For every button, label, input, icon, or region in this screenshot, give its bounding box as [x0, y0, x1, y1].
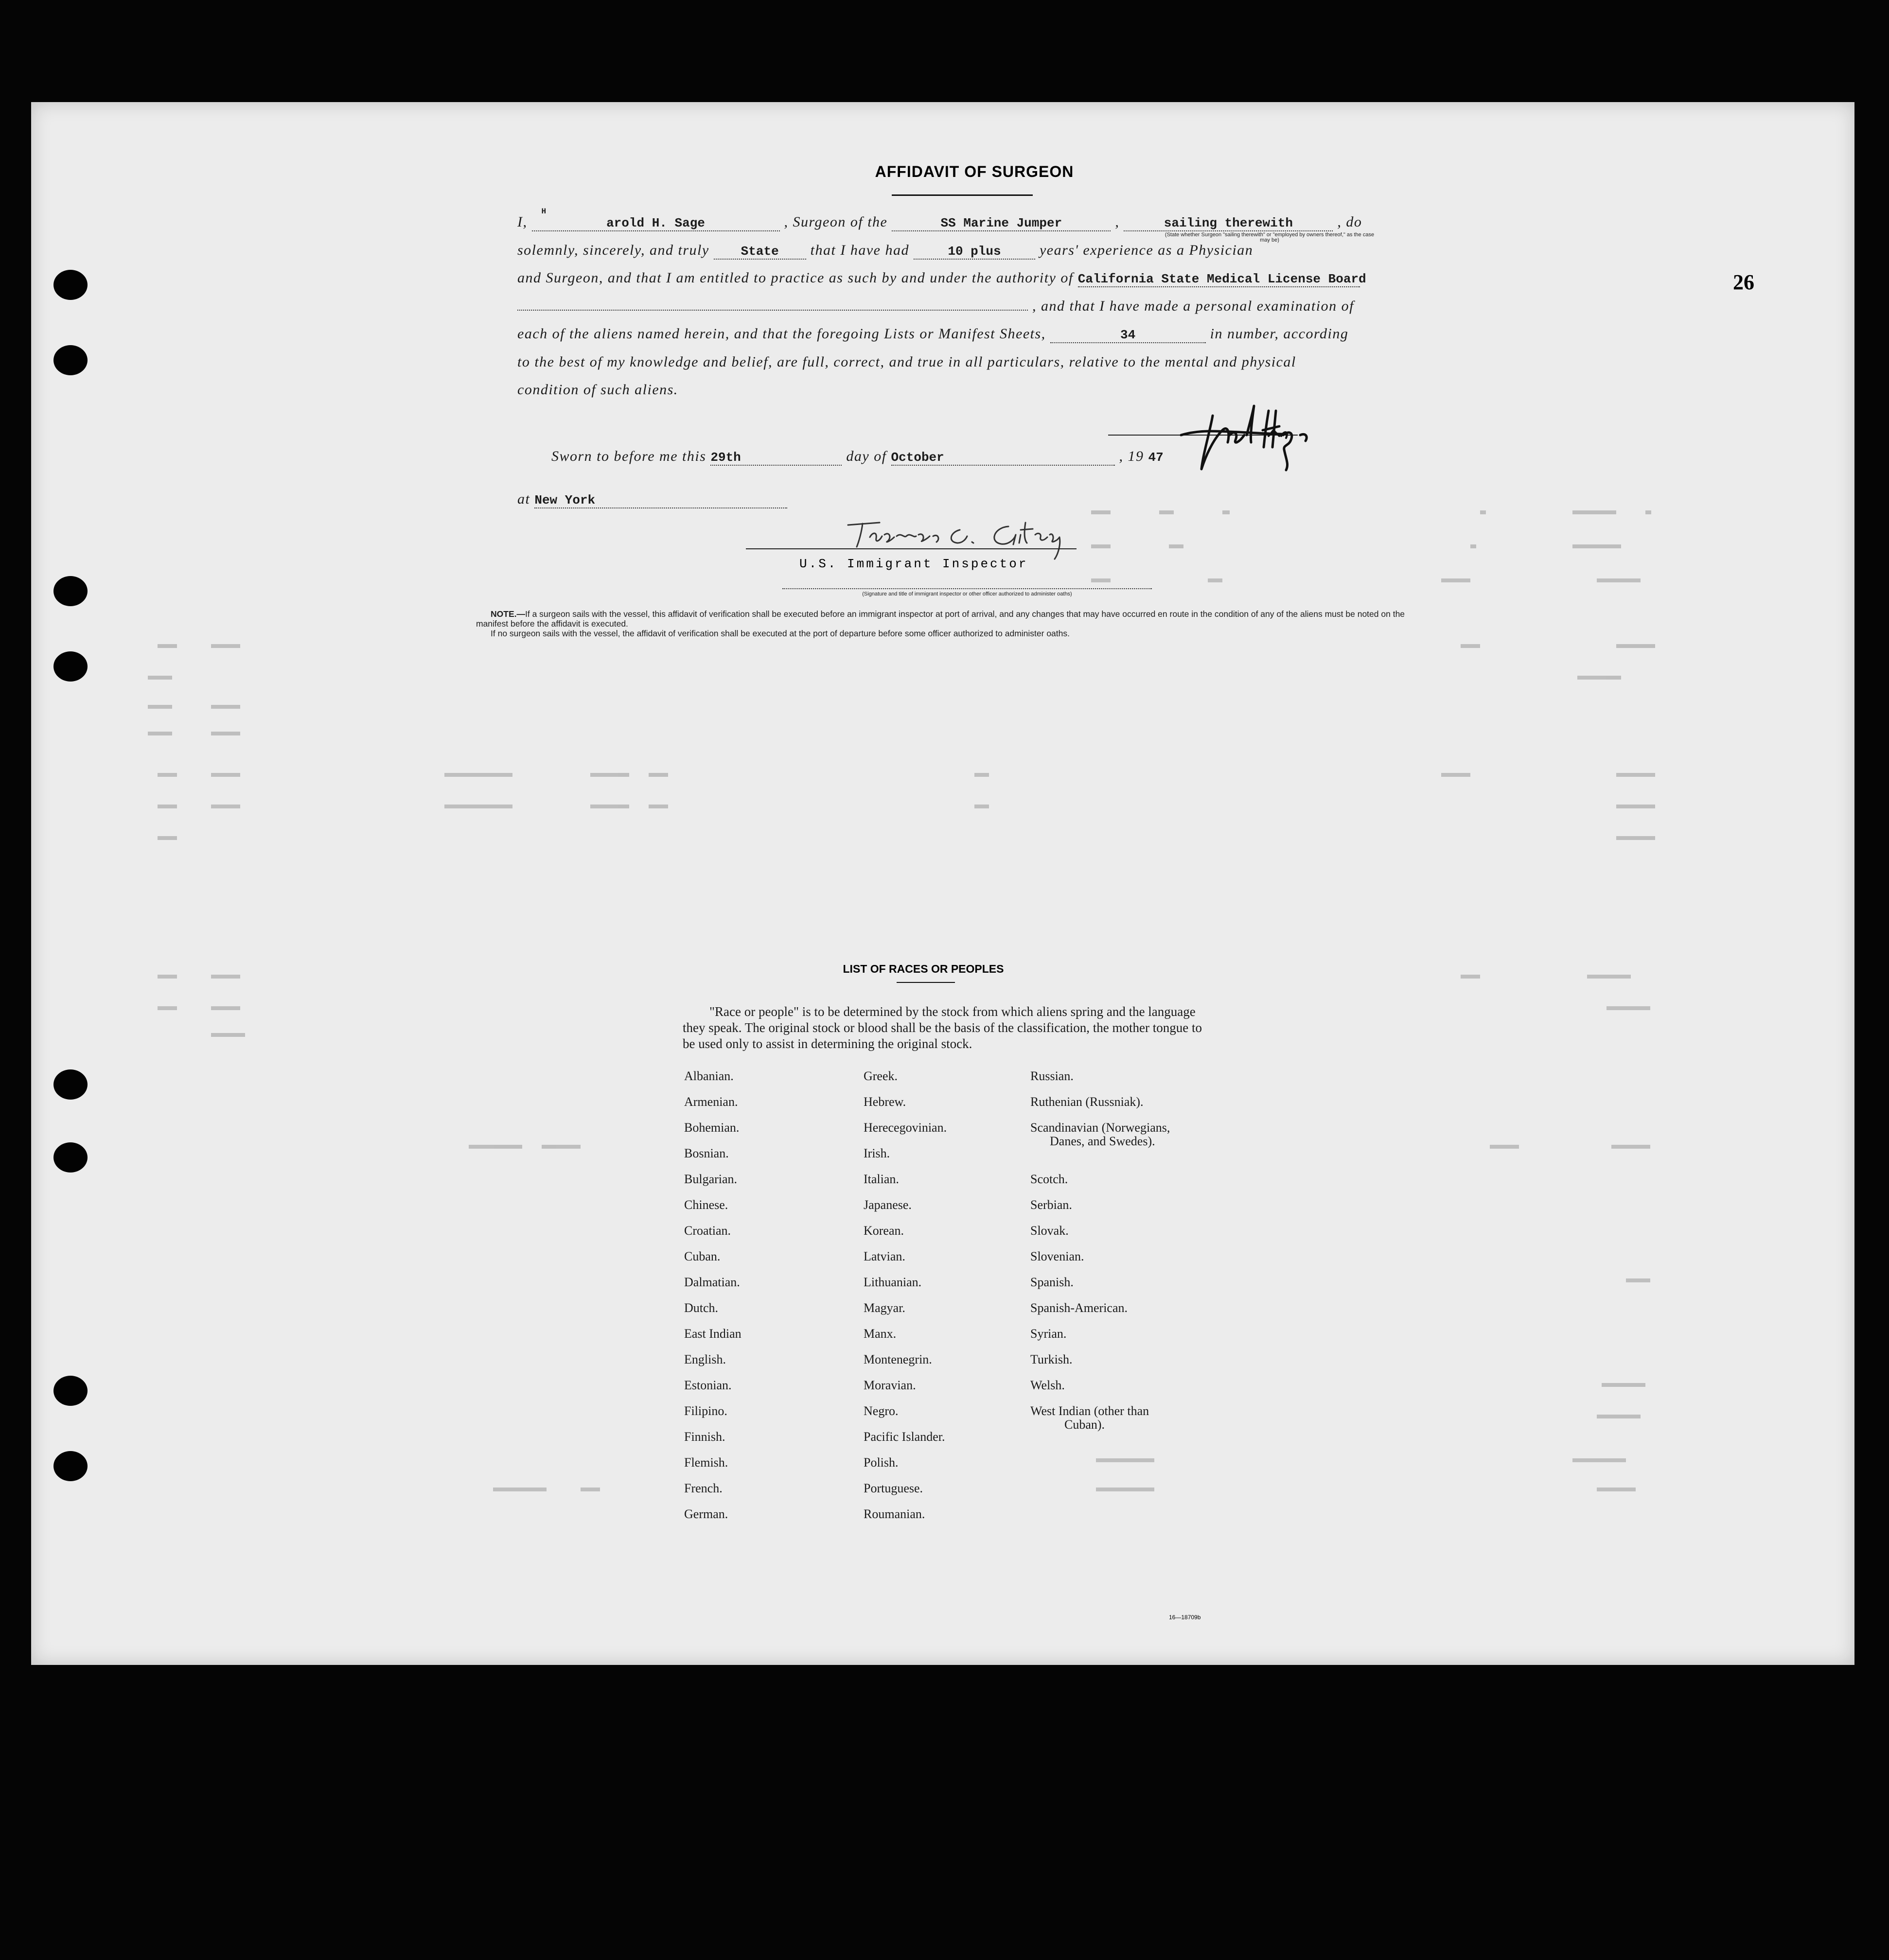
text: each of the aliens named herein, and that the foregoing Lists or Manifest Sheets,	[517, 326, 1046, 342]
text: I,	[517, 214, 528, 230]
text: , and that I have made a personal examination of	[1032, 298, 1354, 314]
race-item: French.	[684, 1481, 723, 1495]
race-item: East Indian	[684, 1327, 741, 1341]
affidavit-line-5	[517, 326, 1348, 343]
race-item: Spanish.	[1030, 1275, 1074, 1289]
affidavit-line-4	[517, 298, 1354, 315]
race-item: Syrian.	[1030, 1327, 1067, 1341]
inspector-caption: (Signature and title of immigrant inspector or other officer authorized to administer oaths)	[862, 591, 1072, 597]
text: years' experience as a Physician	[1039, 242, 1253, 258]
race-item: Magyar.	[864, 1301, 905, 1315]
race-item: Estonian.	[684, 1378, 732, 1392]
race-item: Dalmatian.	[684, 1275, 740, 1289]
race-item: West Indian (other than	[1030, 1404, 1149, 1418]
sworn-line	[551, 448, 1163, 466]
race-item: Welsh.	[1030, 1378, 1065, 1392]
inspector-signature-line	[746, 548, 1077, 549]
place-line	[517, 491, 787, 508]
years-field: 10 plus	[914, 244, 1035, 260]
sworn-year-field: 47	[1148, 450, 1164, 465]
text: , 19	[1119, 448, 1144, 464]
race-item: Scotch.	[1030, 1172, 1068, 1186]
text: Sworn to before me this	[551, 448, 706, 464]
race-item: Scandinavian (Norwegians,	[1030, 1120, 1170, 1135]
race-item: Dutch.	[684, 1301, 719, 1315]
race-item: Slovak.	[1030, 1224, 1069, 1238]
race-item: Filipino.	[684, 1404, 727, 1418]
race-item: Slovenian.	[1030, 1249, 1084, 1263]
race-item: Latvian.	[864, 1249, 905, 1263]
note-paragraph-1	[476, 609, 1424, 629]
surgeon-initial: H	[541, 207, 547, 216]
inspector-title: U.S. Immigrant Inspector	[799, 557, 1028, 571]
sheets-field: 34	[1050, 328, 1206, 343]
affidavit-line-2	[517, 242, 1253, 260]
race-item: Cuban).	[1064, 1418, 1105, 1432]
race-item: Armenian.	[684, 1095, 738, 1109]
race-item: Negro.	[864, 1404, 899, 1418]
text: and Surgeon, and that I am entitled to practice as such by and under the authority of	[517, 270, 1074, 286]
race-item: Ruthenian (Russniak).	[1030, 1095, 1144, 1109]
race-item: Korean.	[864, 1224, 904, 1238]
punch-hole	[53, 576, 88, 606]
vessel-field: SS Marine Jumper	[892, 216, 1111, 231]
race-item: Bulgarian.	[684, 1172, 738, 1186]
text: , Surgeon of the	[784, 214, 888, 230]
text: day of	[846, 448, 887, 464]
punch-hole	[53, 1142, 88, 1172]
affidavit-line-6: to the best of my knowledge and belief, are full, correct, and true in all particulars, relative to the mental and physical	[517, 354, 1296, 370]
race-item: Finnish.	[684, 1430, 725, 1444]
text: that I have had	[810, 242, 909, 258]
affidavit-title: AFFIDAVIT OF SURGEON	[875, 163, 1074, 180]
text: solemnly, sincerely, and truly	[517, 242, 709, 258]
sworn-day-field: 29th	[710, 450, 842, 466]
place-field: New York	[534, 493, 787, 508]
race-item: Italian.	[864, 1172, 899, 1186]
text: , do	[1337, 214, 1362, 230]
race-item: Bohemian.	[684, 1120, 740, 1135]
surgeon-name: arold H. Sage	[606, 216, 705, 230]
race-item: English.	[684, 1352, 726, 1366]
race-item: German.	[684, 1507, 728, 1521]
punch-hole	[53, 345, 88, 375]
document-page	[31, 102, 1854, 1665]
race-item: Pacific Islander.	[864, 1430, 945, 1444]
race-item: Irish.	[864, 1146, 890, 1160]
inspector-title-line	[782, 588, 1152, 590]
punch-hole	[53, 651, 88, 682]
race-item: Danes, and Swedes).	[1050, 1134, 1155, 1148]
note-lead: NOTE.—	[491, 609, 525, 619]
races-title: LIST OF RACES OR PEOPLES	[843, 962, 1004, 975]
capacity-field: sailing therewith	[1124, 216, 1333, 231]
race-item: Hebrew.	[864, 1095, 906, 1109]
race-item: Montenegrin.	[864, 1352, 932, 1366]
note-paragraph-2: If no surgeon sails with the vessel, the affidavit of verification shall be executed at the port of departure before some officer authorized to administer oaths.	[491, 629, 1070, 638]
race-item: Russian.	[1030, 1069, 1074, 1083]
punch-hole	[53, 1376, 88, 1406]
race-item: Greek.	[864, 1069, 898, 1083]
text: at	[517, 491, 530, 507]
race-item: Turkish.	[1030, 1352, 1073, 1366]
affidavit-note	[476, 609, 1424, 638]
punch-hole	[53, 270, 88, 300]
page-number: 26	[1733, 270, 1754, 294]
surgeon-name-field	[532, 207, 780, 231]
note-text-1: If a surgeon sails with the vessel, this affidavit of verification shall be executed before an immigrant inspector at port of arrival, and any changes that may have occurred en route in the condition of any of the aliens must be noted on the manifest before the affidavit is executed.	[476, 609, 1405, 629]
race-item: Roumanian.	[864, 1507, 925, 1521]
race-item: Moravian.	[864, 1378, 916, 1392]
races-intro: "Race or people" is to be determined by the stock from which aliens spring and the language they speak. The original stock or blood shall be the basis of the classification, the mother tongue to be used only to assist in determining the original stock.	[683, 1004, 1202, 1051]
race-item: Portuguese.	[864, 1481, 923, 1495]
form-number: 16—18709b	[1169, 1614, 1201, 1621]
sworn-month-field: October	[891, 450, 1115, 466]
punch-hole	[53, 1069, 88, 1100]
race-item: Spanish-American.	[1030, 1301, 1128, 1315]
race-item: Japanese.	[864, 1198, 912, 1212]
race-item: Chinese.	[684, 1198, 728, 1212]
affidavit-line-3	[517, 270, 1366, 287]
authority-continuation-field	[517, 310, 1028, 311]
race-item: Cuban.	[684, 1249, 721, 1263]
title-underline	[892, 194, 1033, 196]
race-item: Flemish.	[684, 1455, 728, 1470]
punch-hole	[53, 1451, 88, 1481]
race-item: Manx.	[864, 1327, 897, 1341]
affidavit-line-1	[517, 207, 1362, 231]
races-title-underline	[897, 982, 955, 983]
race-item: Bosnian.	[684, 1146, 729, 1160]
affidavit-line-7: condition of such aliens.	[517, 382, 678, 398]
race-item: Albanian.	[684, 1069, 734, 1083]
capacity-note: (State whether Surgeon "sailing therewith" or "employed by owners thereof," as the case may be)	[1165, 232, 1375, 243]
race-item: Croatian.	[684, 1224, 731, 1238]
race-item: Lithuanian.	[864, 1275, 922, 1289]
state-field: State	[714, 244, 806, 260]
text: in number, according	[1210, 326, 1349, 342]
race-item: Herecegovinian.	[864, 1120, 947, 1135]
authority-field: California State Medical License Board	[1077, 272, 1366, 286]
race-item: Serbian.	[1030, 1198, 1072, 1212]
race-item: Polish.	[864, 1455, 899, 1470]
text: ,	[1115, 214, 1120, 230]
